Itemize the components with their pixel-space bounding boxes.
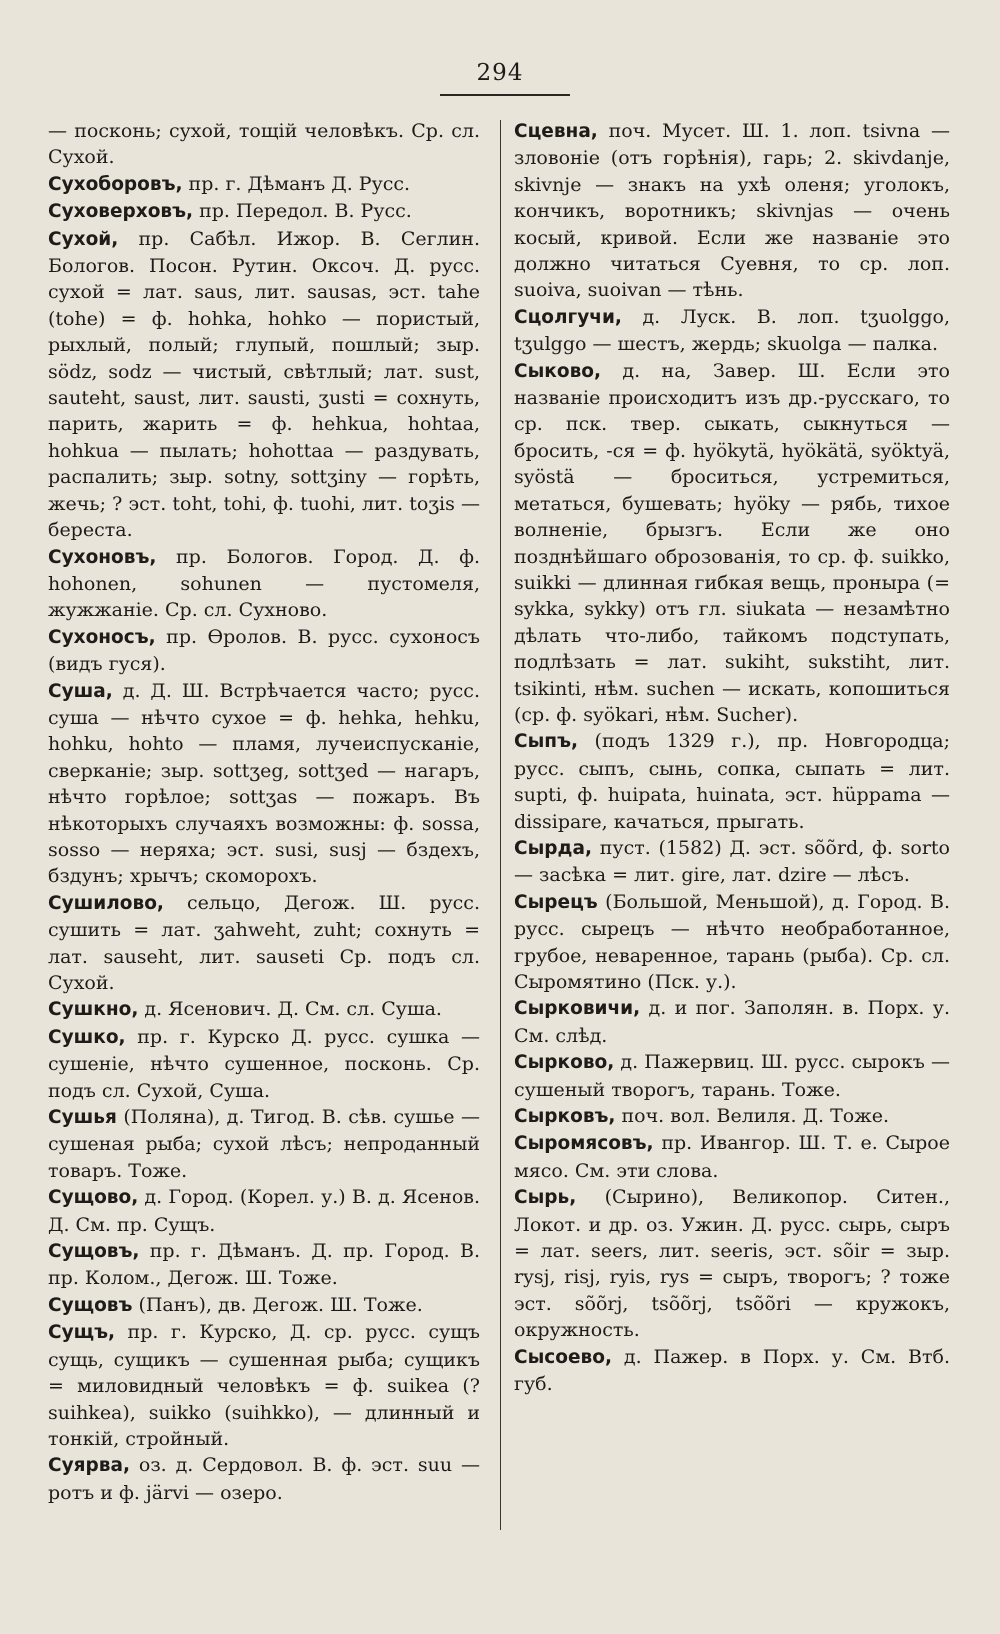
entry-text: д. Пажер. в Порх. у. См. Втб. губ. bbox=[514, 1345, 950, 1396]
entry-text: (Панъ), дв. Дегож. Ш. Тоже. bbox=[132, 1293, 423, 1316]
entry-headword: Сыромясовъ, bbox=[514, 1133, 654, 1155]
dictionary-entry bbox=[514, 358, 950, 729]
entry-headword: Суша, bbox=[48, 680, 113, 702]
entry-text: пр. Ѳролов. В. русс. сухоносъ (видъ гуся). bbox=[48, 625, 480, 676]
dictionary-entry bbox=[48, 544, 480, 624]
dictionary-entry bbox=[514, 1049, 950, 1103]
entry-text: оз. д. Сердовол. В. ф. эст. suu — ротъ и ф. järvi — озеро. bbox=[48, 1454, 480, 1504]
entry-text: пр. Передол. В. Русс. bbox=[193, 200, 412, 223]
entry-headword: Сухоносъ, bbox=[48, 626, 156, 648]
entry-headword: Суховерховъ, bbox=[48, 201, 194, 223]
entry-headword: Сушья bbox=[48, 1107, 117, 1129]
entry-headword: Сухоновъ, bbox=[48, 546, 157, 568]
entry-headword: Сырковъ, bbox=[514, 1106, 616, 1128]
dictionary-entry bbox=[48, 678, 480, 890]
entry-headword: Сушко, bbox=[48, 1026, 126, 1048]
entry-text: поч. Мусет. Ш. 1. лоп. tsivna — зловоніе (отъ горѣнія), гарь; 2. skivdanje, skivnje — знакъ на ухѣ оленя; уголокъ, кончикъ, воротникъ; skivnjas — очень косый, кривой. Если же названіе это должно читаться Суевня, то ср. лоп. suoiva, suoivan — тѣнь. bbox=[514, 120, 950, 302]
dictionary-entry bbox=[514, 1344, 950, 1398]
entry-headword: Сушкно, bbox=[48, 999, 139, 1021]
entry-headword: Суярва, bbox=[48, 1455, 130, 1477]
entry-headword: Сырда, bbox=[514, 837, 593, 859]
dictionary-entry bbox=[514, 1184, 950, 1343]
dictionary-entry bbox=[514, 889, 950, 996]
entry-headword: Сырковичи, bbox=[514, 998, 641, 1020]
right-column bbox=[514, 118, 950, 1398]
dictionary-entry bbox=[514, 1130, 950, 1184]
entry-text: д. Город. (Корел. у.) В. д. Ясенов. Д. См. пр. Сущъ. bbox=[48, 1186, 480, 1236]
dictionary-entry bbox=[48, 226, 480, 544]
dictionary-entry bbox=[48, 890, 480, 997]
entry-headword: Сыпъ, bbox=[514, 731, 579, 753]
entry-text: сельцо, Дегож. Ш. русс. сушить = лат. ʒahweht, zuht; сохнуть = лат. sauseht, лит. sausetі Ср. подъ сл. Сухой. bbox=[48, 891, 480, 994]
dictionary-entry bbox=[48, 624, 480, 678]
entry-text: (подъ 1329 г.), пр. Новгородца; русс. сыпъ, сынь, сопка, сыпать = лит. supti, ф. huipata, huinata, эст. hüppama — dissipare, качаться, прыгать. bbox=[514, 730, 950, 833]
entry-text: д. Луск. В. лоп. tʒuolggo, tʒulggo — шестъ, жердь; skuolga — палка. bbox=[514, 305, 950, 356]
dictionary-entry bbox=[48, 118, 480, 171]
entry-text: д. Д. Ш. Встрѣчается часто; русс. суша — нѣчто сухое = ф. hehka, hehku, hohku, hohto — пламя, лучеиспусканіе, сверканіе; зыр. sottʒeg, sottʒed — нагаръ, нѣчто горѣлое; sottʒas — пожаръ. Въ нѣкоторыхъ случаяхъ возможны: ф. sossa, sosso — неряха; эст. susi, susj — бздехъ, бздунъ; хрычъ; скоморохъ. bbox=[48, 679, 480, 888]
dictionary-entry bbox=[514, 835, 950, 889]
dictionary-entry bbox=[514, 995, 950, 1049]
entry-text: — посконь; сухой, тощій человѣкъ. Ср. сл. Сухой. bbox=[48, 120, 480, 169]
dictionary-entry bbox=[48, 1452, 480, 1506]
entry-text: пр. г. Курско, Д. ср. русс. сущъ сущь, сущикъ — сушенная рыба; сущикъ = миловидный человѣкъ = ф. suikea (? suihkea), suikko (suihkko), — длинный и тонкій, стройный. bbox=[48, 1321, 480, 1450]
dictionary-entry bbox=[514, 118, 950, 304]
entry-text: поч. вол. Велиля. Д. Тоже. bbox=[615, 1105, 889, 1128]
entry-headword: Сухой, bbox=[48, 228, 119, 250]
dictionary-entry bbox=[48, 1292, 480, 1319]
dictionary-entry bbox=[48, 1319, 480, 1452]
header-rule bbox=[440, 94, 570, 96]
entry-text: (Сырино), Великопор. Ситен., Локот. и др. оз. Ужин. Д. русс. сырь, сыръ = лат. seers, лит. seeris, эст. sõir = зыр. rysj, risj, ryis, rys = сыръ, творогъ; ? тоже эст. sõõrj, tsõõrj, tsõõri — кружокъ, окружность. bbox=[514, 1186, 950, 1342]
dictionary-entry bbox=[48, 996, 480, 1023]
entry-headword: Сущъ, bbox=[48, 1322, 116, 1344]
entry-text: пр. Ивангор. Ш. Т. е. Сырое мясо. См. эти слова. bbox=[514, 1132, 950, 1182]
page-number: 294 bbox=[476, 60, 524, 86]
entry-text: (Большой, Меньшой), д. Город. В. русс. сырецъ — нѣчто необработанное, грубое, неваренное, тарань (рыба). Ср. сл. Сыромятино (Пск. у.). bbox=[514, 890, 950, 993]
entry-headword: Сцолгучи, bbox=[514, 306, 622, 328]
entry-headword: Сущовъ bbox=[48, 1294, 133, 1316]
left-column bbox=[48, 118, 480, 1506]
entry-headword: Сырково, bbox=[514, 1052, 615, 1074]
dictionary-entry bbox=[514, 1103, 950, 1130]
entry-text: пр. г. Курско Д. русс. сушка — сушеніе, нѣчто сушенное, посконь. Ср. подъ сл. Сухой, Суша. bbox=[48, 1025, 480, 1102]
entry-text: пуст. (1582) Д. эст. sõõrd, ф. sorto — засѣка = лит. gire, лат. dzire — лѣсъ. bbox=[514, 836, 950, 887]
entry-headword: Сущовъ, bbox=[48, 1241, 140, 1263]
entry-headword: Сыково, bbox=[514, 360, 602, 382]
entry-text: д. Ясенович. Д. См. сл. Суша. bbox=[138, 998, 442, 1021]
entry-headword: Сцевна, bbox=[514, 121, 598, 142]
entry-headword: Сырецъ bbox=[514, 891, 598, 913]
entry-text: (Поляна), д. Тигод. В. сѣв. сушье — сушеная рыба; сухой лѣсъ; непроданный товаръ. Тоже. bbox=[48, 1106, 480, 1182]
entry-text: пр. г. Дѣманъ. Д. пр. Город. В. пр. Колом., Дегож. Ш. Тоже. bbox=[48, 1240, 480, 1290]
dictionary-entry bbox=[48, 1238, 480, 1292]
dictionary-entry bbox=[48, 1024, 480, 1104]
dictionary-entry bbox=[48, 1104, 480, 1184]
dictionary-entry bbox=[48, 1184, 480, 1238]
dictionary-entry bbox=[48, 198, 480, 225]
entry-headword: Сысоево, bbox=[514, 1346, 612, 1368]
entry-headword: Сущово, bbox=[48, 1187, 139, 1209]
entry-text: д. и пог. Заполян. в. Порх. у. См. слѣд. bbox=[514, 997, 950, 1047]
entry-headword: Сухоборовъ, bbox=[48, 173, 183, 195]
dictionary-entry bbox=[514, 728, 950, 835]
entry-headword: Сушилово, bbox=[48, 892, 164, 914]
entry-text: д. на, Завер. Ш. Если это названіе происходитъ изъ др.-русскаго, то ср. пск. твер. сыкать, сыкнуться — бросить, -ся = ф. hyökytä, hyökätä, syöktyä, syöstä — броситься, устремиться, метаться, бушевать; hyöky — рябь, тихое волненіе, брызгъ. Если же оно позднѣйшаго оброзованія, то ср. ф. suikko, suikki — длинная гибкая вещь, пронырa (= sykka, sykky) отъ гл. siukata — незамѣтно дѣлать что-либо, тайкомъ подступать, подлѣзать = лат. sukiht, sukstiht, лит. tsikinti, нѣм. suchen — искать, копошиться (ср. ф. syökari, нѣм. Sucher). bbox=[514, 359, 950, 726]
entry-text: пр. Бологов. Город. Д. ф. hohonen, sohunen — пустомеля, жужжаніе. Ср. сл. Сухново. bbox=[48, 545, 480, 622]
entry-text: пр. г. Дѣманъ Д. Русс. bbox=[182, 172, 411, 195]
entry-text: пр. Сабѣл. Ижор. В. Сеглин. Бологов. Посон. Рутин. Оксоч. Д. русс. сухой = лат. saus, лит. sausas, эст. tahe (tohe) = ф. hohka, hohko — пористый, рыхлый, полый; глупый, пошлый; зыр. södz, sodz — чистый, свѣтлый; лат. sust, sauteht, saust, лит. sausti, ʒusti = сохнуть, парить, жарить = ф. hehkua, hohtaa, hohkua — пылать; hohottaa — раздувать, распалить; зыр. sotny, sottʒiny — горѣть, жечь; ? эст. toht, tohi, ф. tuohi, лит. toʒis — береста. bbox=[48, 227, 480, 542]
entry-text: д. Пажервиц. Ш. русс. сырокъ — сушеный творогъ, тарань. Тоже. bbox=[514, 1051, 950, 1101]
entry-headword: Сырь, bbox=[514, 1187, 577, 1209]
dictionary-entry bbox=[48, 171, 480, 198]
column-divider bbox=[500, 120, 501, 1530]
dictionary-entry bbox=[514, 304, 950, 358]
